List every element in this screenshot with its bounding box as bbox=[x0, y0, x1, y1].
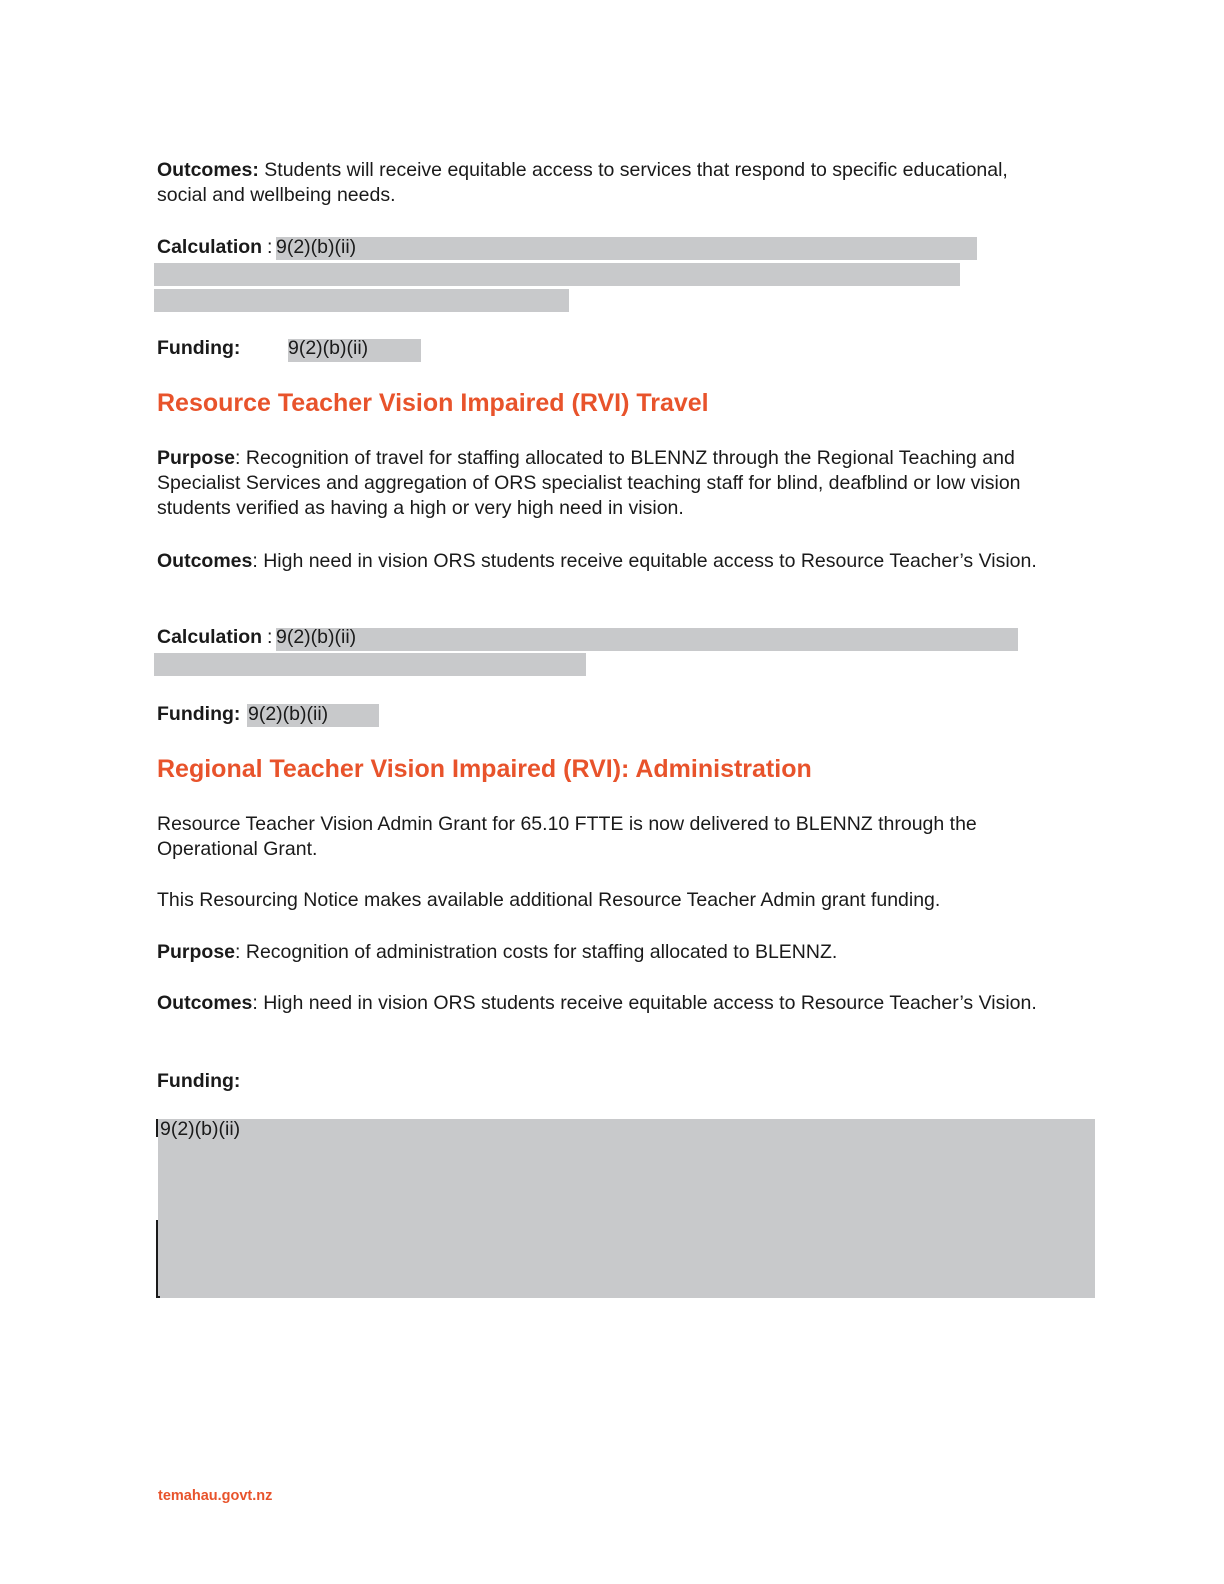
section-heading-rvi-travel: Resource Teacher Vision Impaired (RVI) Travel bbox=[157, 389, 709, 417]
section3-intro: Resource Teacher Vision Admin Grant for 65.10 FTTE is now delivered to BLENNZ through the Operational Grant. bbox=[157, 813, 977, 860]
redaction-block-large bbox=[158, 1119, 1095, 1298]
redaction-code: 9(2)(b)(ii) bbox=[276, 626, 357, 648]
calculation-colon: : bbox=[267, 236, 273, 258]
section1-outcomes bbox=[157, 158, 1062, 208]
redaction-block bbox=[154, 289, 569, 312]
redaction-code: 9(2)(b)(ii) bbox=[288, 337, 369, 359]
redaction-block bbox=[276, 628, 1018, 651]
table-border-line bbox=[156, 1119, 158, 1137]
outcomes-label: Outcomes bbox=[157, 992, 253, 1014]
table-border-line bbox=[156, 1220, 158, 1298]
outcomes-label: Outcomes: bbox=[157, 159, 259, 181]
funding-label: Funding: bbox=[157, 1070, 241, 1092]
section3-notice: This Resourcing Notice makes available additional Resource Teacher Admin grant funding. bbox=[157, 889, 941, 911]
redaction-block bbox=[154, 653, 586, 676]
purpose-text: : Recognition of travel for staffing allocated to BLENNZ through the Regional Teaching and Specialist Services and aggregation of ORS specialist teaching staff for blind, deafblind or low vision students verified as having a high or very high need in vision. bbox=[157, 447, 1021, 519]
section2-outcomes bbox=[157, 549, 1062, 574]
footer-website-link[interactable]: temahau.govt.nz bbox=[158, 1488, 273, 1504]
outcomes-text: : High need in vision ORS students receive equitable access to Resource Teacher’s Vision. bbox=[252, 992, 1037, 1014]
calculation-label: Calculation bbox=[157, 626, 263, 648]
section3-purpose bbox=[157, 940, 1062, 965]
funding-label: Funding: bbox=[157, 703, 241, 725]
redaction-code: 9(2)(b)(ii) bbox=[276, 236, 357, 258]
redaction-block bbox=[276, 237, 977, 260]
funding-label: Funding: bbox=[157, 337, 241, 359]
purpose-label: Purpose bbox=[157, 941, 236, 963]
purpose-label: Purpose bbox=[157, 447, 236, 469]
section3-outcomes bbox=[157, 991, 1062, 1016]
purpose-text: : Recognition of administration costs for staffing allocated to BLENNZ. bbox=[235, 941, 838, 963]
redaction-block bbox=[154, 263, 960, 286]
calculation-colon: : bbox=[267, 626, 273, 648]
calculation-label: Calculation bbox=[157, 236, 263, 258]
section2-purpose bbox=[157, 446, 1062, 521]
table-border-line bbox=[156, 1296, 160, 1298]
outcomes-text: : High need in vision ORS students receive equitable access to Resource Teacher’s Vision. bbox=[252, 550, 1037, 572]
outcomes-label: Outcomes bbox=[157, 550, 253, 572]
redaction-code: 9(2)(b)(ii) bbox=[248, 703, 329, 725]
outcomes-text: Students will receive equitable access to services that respond to specific educational, social and wellbeing needs. bbox=[157, 159, 1008, 206]
section-heading-rvi-administration: Regional Teacher Vision Impaired (RVI): Administration bbox=[157, 755, 812, 783]
redaction-code: 9(2)(b)(ii) bbox=[160, 1118, 241, 1140]
